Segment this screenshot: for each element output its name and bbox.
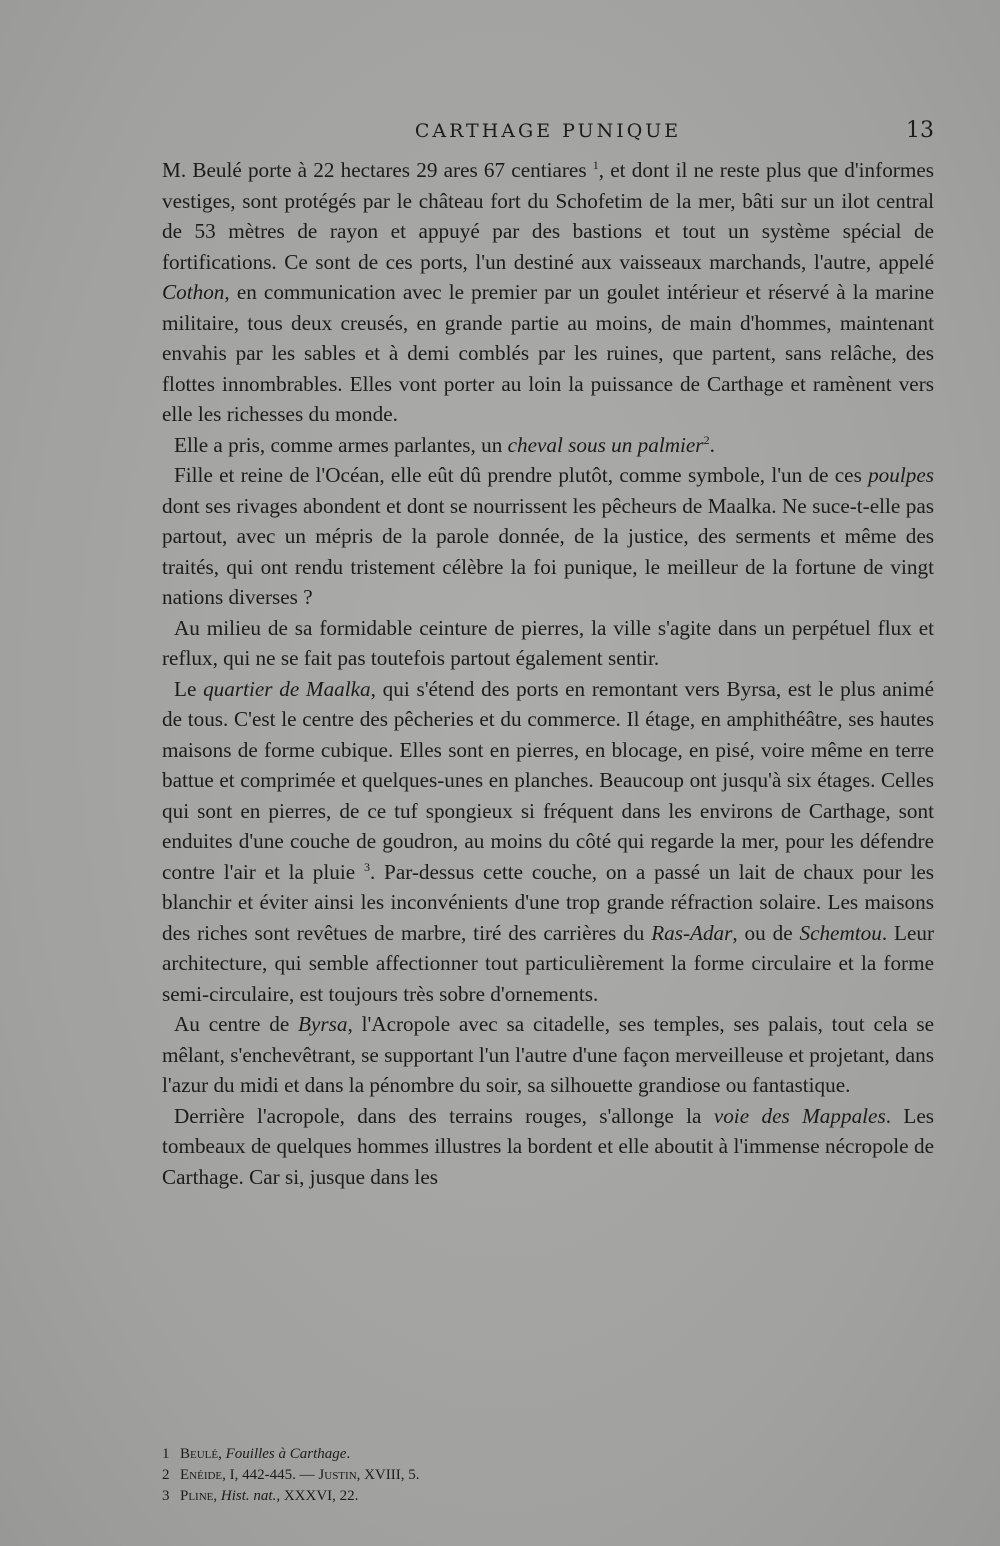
running-title: CARTHAGE PUNIQUE [414,120,682,142]
text-run: Fille et reine de l'Océan, elle eût dû prendre plutôt, comme symbole, l'un de ces [174,463,869,487]
footnote-author: Pline [180,1488,214,1504]
footnote-author: Enéide [180,1467,223,1483]
footnote-rest: . [346,1446,351,1462]
text-run: . Leur architecture, qui semble affectionner tout particulièrement la forme circulaire et la forme semi-circulaire, est toujours très sobre d'ornements. [162,920,934,1006]
footnote-number: 1 [162,1446,170,1462]
text-run: , qui s'étend des ports en remontant vers Byrsa, est le plus animé de tous. C'est le centre des pêcheries et du commerce. Il étage, en amphithéâtre, ses hautes maisons de forme cubique. Elles sont en pierres, en blocage, en pisé, voire même en terre battue et comprimée et quelques-unes en planches. Beaucoup ont jusqu'à six étages. Celles qui sont en pierres, de ce tuf spongieux si fréquent dans les environs de Carthage, sont enduites d'une couche de goudron, au moins du côté qui regarde la mer, pour les défendre contre l'air et la pluie [162,676,934,884]
italic-term: voie des Mappales [713,1103,886,1128]
footnote-author: Beulé [180,1446,219,1462]
footnote-3 [162,1486,934,1507]
text-run: Derrière l'acropole, dans des terrains rouges, s'allonge la [174,1103,714,1128]
text-run: , et dont il ne reste plus que d'informes vestiges, sont protégés par le château fort du Schofetim de la mer, bâti sur un ilot central de 53 mètres de rayon et appuyé par des bastions et tout un système spécial de fortifications. Ce sont de ces ports, l'un destiné aux vaisseaux marchands, l'autre, appelé [162,158,934,274]
footnote-number: 3 [162,1488,170,1504]
text-run: , en communication avec le premier par un goulet intérieur et réservé à la marine militaire, tous deux creusés, en grande partie au moins, de main d'hommes, maintenant envahis par les sables et à demi comblés par les ruines, que partent, sans relâche, des flottes innombrables. Elles vont porter au loin la puissance de Carthage et ramènent vers elle les richesses du monde. [162,280,934,426]
text-run: , ou de [732,920,800,945]
footnotes [162,1444,934,1507]
text-run: Le [174,676,204,701]
running-head [162,113,934,149]
footnote-author-2: Justin [318,1467,357,1483]
italic-term: cheval sous un palmier [507,432,704,457]
footnote-work: Fouilles à Carthage [225,1446,347,1462]
text-run: dont ses rivages abondent et dont se nourrissent les pêcheurs de Maalka. Ne suce-t-elle pas partout, avec un mépris de la parole donnée, de la justice, des serments et même des traités, qui ont rendu tristement célèbre la foi punique, le meilleur de la fortune de vingt nations diverses ? [162,493,934,609]
paragraph-6 [162,1009,934,1101]
footnote-ref: 1 [592,157,599,172]
footnote-ref: 3 [363,859,370,874]
italic-term: Schemtou [799,920,882,945]
footnote-rest-2: , XVIII, 5. [356,1467,420,1483]
footnote-2 [162,1465,934,1486]
footnote-1 [162,1444,934,1465]
body-text [162,155,934,1192]
paragraph-3 [162,460,934,613]
footnote-rest: , XXXVI, 22. [276,1488,359,1504]
text-run: . Par-dessus cette couche, on a passé un lait de chaux pour les blanchir et éviter ainsi les inconvénients d'une trop grande réfraction solaire. Les maisons des riches sont revêtues de marbre, tiré des carrières du [162,859,934,945]
text-run: , l'Acropole avec sa citadelle, ses temples, ses palais, tout cela se mêlant, s'enchevêtrant, se supportant l'un l'autre d'une façon merveilleuse et projetant, dans l'azur du midi et dans la pénombre du soir, sa silhouette grandiose ou fantastique. [162,1012,934,1097]
text-run: . Les tombeaux de quelques hommes illustres la bordent et elle aboutit à l'immense nécropole de Carthage. Car si, jusque dans les [162,1103,934,1189]
paragraph-2 [162,430,934,461]
footnote-number: 2 [162,1467,170,1483]
text-run: Au centre de [174,1012,299,1036]
footnote-separator: , [213,1488,221,1504]
paragraph-7 [162,1101,934,1193]
footnote-rest: I, 442-445. — [229,1467,319,1483]
footnote-separator: , [222,1467,230,1483]
footnote-ref: 2 [703,432,710,447]
text-run: . [709,432,715,457]
text-run: Elle a pris, comme armes parlantes, un [174,432,508,457]
text-run: M. Beulé porte à 22 hectares 29 ares 67 centiares [162,158,593,182]
page-number: 13 [906,118,934,143]
paragraph-5 [162,674,934,1010]
italic-term: quartier de Maalka [203,676,371,701]
footnote-separator: , [218,1446,226,1462]
paragraph-4 [162,613,934,674]
italic-term: Byrsa [298,1012,348,1036]
italic-term: Ras-Adar [651,920,733,945]
paragraph-1 [162,155,934,430]
italic-term: poulpes [868,463,934,487]
footnote-work: Hist. nat. [220,1488,277,1504]
italic-term: Cothon [162,280,225,304]
text-run: Au milieu de sa formidable ceinture de pierres, la ville s'agite dans un perpétuel flux et reflux, qui ne se fait pas toutefois partout également sentir. [162,615,934,670]
